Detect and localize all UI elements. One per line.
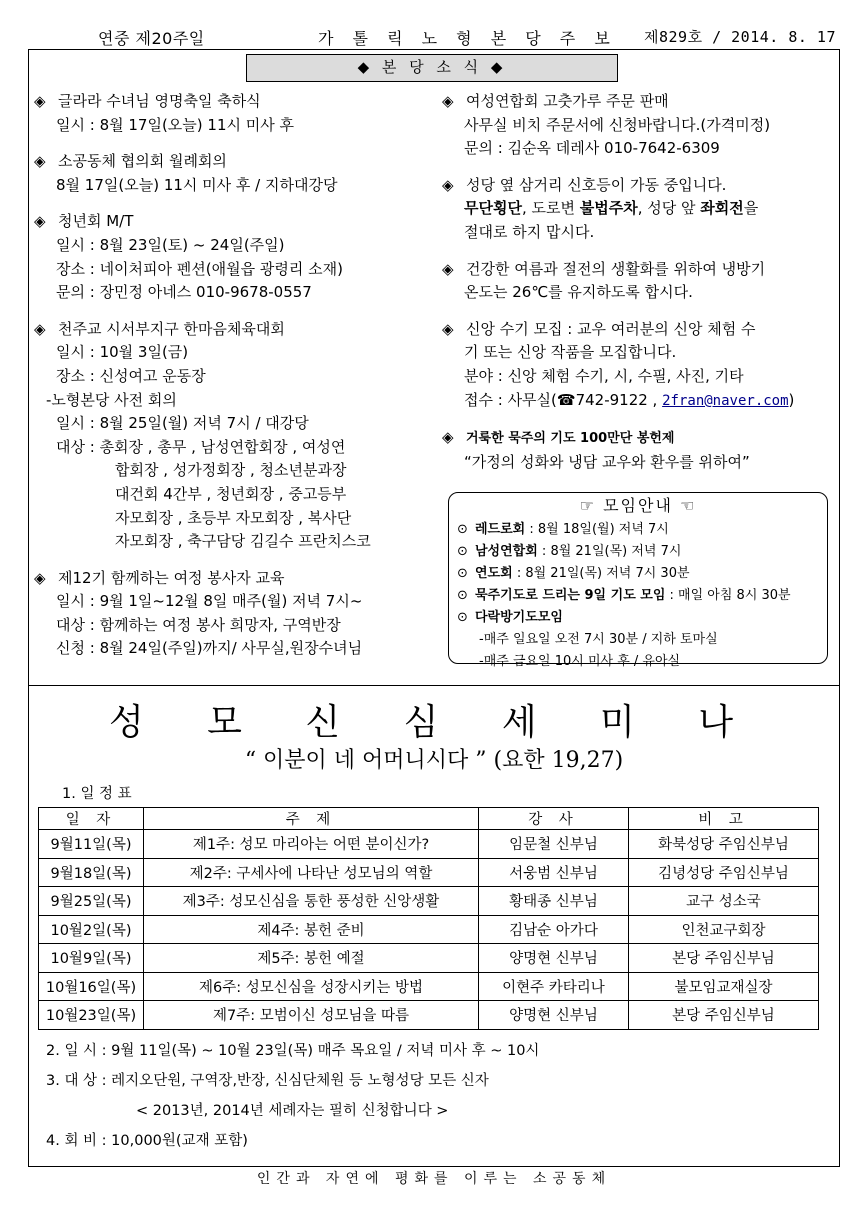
note-cell: 인천교구회장 [629, 915, 819, 944]
date-cell: 9월25일(목) [39, 887, 144, 916]
news-line: 문의 : 장민정 아네스 010-9678-0557 [56, 283, 312, 302]
meeting-name: 레드로회 [475, 522, 526, 537]
table-row [39, 972, 819, 1001]
news-line: 문의 : 김순옥 데레사 010-7642-6309 [464, 139, 720, 158]
topic-cell: 제6주: 성모신심을 성장시키는 방법 [144, 972, 479, 1001]
news-line: 일시 : 8월 17일(오늘) 11시 미사 후 [56, 115, 294, 134]
circle-dot-icon: ⊙ [457, 566, 468, 581]
meeting-sub-line: -매주 금요일 10시 미사 후 / 유아실 [479, 654, 681, 669]
column-header: 일 자 [39, 808, 144, 830]
diamond-icon: ◈ [442, 92, 454, 110]
meeting-time: : 매일 아침 8시 30분 [665, 588, 791, 603]
date-cell: 10월23일(목) [39, 1001, 144, 1030]
news-item-faith-essay [442, 318, 832, 413]
news-line: 합회장 , 성가정회장 , 청소년분과장 [115, 461, 347, 480]
issue-number-date: 제829호 / 2014. 8. 17 [643, 28, 836, 46]
news-line: 일시 : 10월 3일(금) [56, 343, 189, 362]
bulletin-footer: 인간과 자연에 평화를 이루는 소공동체 [256, 1171, 612, 1187]
news-line: 자모회장 , 초등부 자모회장 , 복사단 [115, 508, 352, 527]
news-line: 대건회 4간부 , 청년회장 , 중고등부 [115, 484, 347, 503]
meeting-time: : 8월 21일(목) 저녁 7시 [537, 544, 682, 559]
circle-dot-icon: ⊙ [457, 610, 468, 625]
diamond-icon: ◈ [34, 152, 46, 171]
table-row [39, 858, 819, 887]
meeting-name: 연도회 [475, 566, 513, 581]
note-cell: 본당 주임신부님 [629, 1001, 819, 1030]
table-body [39, 830, 819, 1030]
topic-cell: 제7주: 모범이신 성모님을 따름 [144, 1001, 479, 1030]
diamond-icon: ◈ [34, 568, 46, 587]
note-cell: 불모임교재실장 [629, 972, 819, 1001]
date-cell: 10월2일(목) [39, 915, 144, 944]
news-line: 신청 : 8월 24일(주일)까지/ 사무실,원장수녀님 [56, 639, 363, 658]
note-cell: 교구 성소국 [629, 887, 819, 916]
date-cell: 10월16일(목) [39, 972, 144, 1001]
news-title: 신앙 수기 모집 : 교우 여러분의 신앙 체험 수 [466, 319, 756, 338]
speaker-cell: 황태종 신부님 [479, 887, 629, 916]
news-title: 제12기 함께하는 여정 봉사자 교육 [58, 568, 285, 587]
seminar-subtitle: “ 이분이 네 어머니시다 ” (요한 19,27) [244, 748, 624, 773]
meeting-row [457, 541, 819, 563]
news-title: 천주교 시서부지구 한마음체육대회 [58, 319, 285, 338]
news-line: 기 또는 신앙 작품을 모집합니다. [464, 343, 677, 362]
bulletin-header [28, 26, 840, 50]
meeting-row [457, 563, 819, 585]
news-item-volunteer [34, 567, 434, 661]
seminar-schedule-table [38, 807, 819, 1030]
news-item-sports [34, 318, 434, 554]
table-row [39, 887, 819, 916]
diamond-icon: ◈ [34, 92, 46, 110]
note-cell: 본당 주임신부님 [629, 944, 819, 973]
meeting-guide-title: ☞ 모임안내 ☜ [579, 496, 697, 515]
meeting-time: : 8월 18일(월) 저녁 7시 [525, 522, 669, 537]
seminar-target-note: < 2013년, 2014년 세례자는 필히 신청합니다 > [136, 1103, 449, 1119]
date-cell: 9월18일(목) [39, 858, 144, 887]
column-header: 비 고 [629, 808, 819, 830]
diamond-icon: ◈ [442, 259, 454, 278]
news-line: 분야 : 신앙 체험 수기, 시, 수필, 사진, 기타 [464, 366, 744, 385]
note-cell: 화북성당 주임신부님 [629, 830, 819, 859]
news-line: 사무실 비치 주문서에 신청바랍니다.(가격미정) [464, 115, 771, 134]
news-line: 일시 : 8월 23일(토) ~ 24일(주일) [56, 235, 285, 254]
meeting-name: 남성연합회 [475, 544, 538, 559]
news-title: 소공동체 협의회 월례회의 [58, 152, 227, 171]
liturgical-week: 연중 제20주일 [98, 29, 205, 48]
news-right-column [442, 90, 832, 487]
date-cell: 9월11일(목) [39, 830, 144, 859]
meeting-sub-line: -매주 일요일 오전 7시 30분 / 지하 토마실 [479, 632, 718, 647]
column-header: 강 사 [479, 808, 629, 830]
seminar-target-line: 3. 대 상 : 레지오단원, 구역장,반장, 신심단체원 등 노형성당 모든 신자 [46, 1073, 489, 1089]
news-line [442, 197, 832, 221]
email-link[interactable]: 2fran@naver.com [662, 392, 789, 409]
topic-cell: 제3주: 성모신심을 통한 풍성한 신앙생활 [144, 887, 479, 916]
topic-cell: 제2주: 구세사에 나타난 성모님의 역할 [144, 858, 479, 887]
text-fragment: , 도로변 [521, 199, 580, 218]
news-line: 대상 : 함께하는 여정 봉사 희망자, 구역반장 [56, 615, 341, 634]
news-line: 자모회장 , 축구담당 김길수 프란치스코 [115, 532, 371, 551]
news-line: 8월 17일(오늘) 11시 미사 후 / 지하대강당 [56, 175, 338, 194]
table-row [39, 915, 819, 944]
meeting-guide-box [448, 492, 828, 669]
jaywalking-text: 무단횡단 [464, 199, 522, 218]
speaker-cell: 김남순 아가다 [479, 915, 629, 944]
topic-cell: 제5주: 봉헌 예절 [144, 944, 479, 973]
news-title: 건강한 여름과 절전의 생활화를 위하여 냉방기 [466, 259, 766, 278]
news-line: 절대로 하지 맙시다. [464, 222, 595, 241]
meeting-name: 묵주기도로 드리는 9일 기도 모임 [475, 588, 666, 603]
section-divider [28, 685, 840, 686]
text-fragment: ) [788, 390, 795, 409]
meeting-row [457, 519, 819, 541]
news-item-summer [442, 258, 832, 305]
news-left-column [34, 90, 434, 674]
column-header: 주 제 [144, 808, 479, 830]
text-fragment: 접수 : 사무실(☎742-9122 , [464, 390, 663, 409]
circle-dot-icon: ⊙ [457, 588, 468, 603]
news-title: 여성연합회 고춧가루 주문 판매 [466, 92, 669, 110]
left-turn-text: 좌회전 [700, 199, 744, 218]
news-item-pepper [442, 90, 832, 161]
meeting-time: : 8월 21일(목) 저녁 7시 30분 [512, 566, 690, 581]
news-line: “가정의 성화와 냉담 교우와 환우를 위하여” [464, 452, 750, 471]
news-line: 일시 : 9월 1일~12월 8일 매주(월) 저녁 7시~ [56, 592, 363, 611]
seminar-fee-line: 4. 회 비 : 10,000원(교재 포함) [46, 1133, 248, 1149]
table-row [39, 944, 819, 973]
table-header-row [39, 808, 819, 830]
text-fragment: 을 [743, 199, 759, 218]
news-title: 글라라 수녀님 영명축일 축하식 [58, 92, 261, 110]
news-line: 장소 : 신성여고 운동장 [56, 366, 206, 385]
diamond-icon: ◈ [442, 428, 454, 447]
meeting-row [457, 585, 819, 607]
diamond-icon: ◈ [442, 319, 454, 338]
diamond-icon: ◈ [442, 175, 454, 194]
circle-dot-icon: ⊙ [457, 544, 468, 559]
parish-news-banner: ◆ 본 당 소 식 ◆ [246, 54, 618, 82]
speaker-cell: 서웅범 신부님 [479, 858, 629, 887]
news-title: 거룩한 묵주의 기도 100만단 봉헌제 [466, 431, 675, 447]
illegal-parking-text: 불법주차 [579, 199, 638, 218]
speaker-cell: 양명현 신부님 [479, 944, 629, 973]
news-line: -노형본당 사전 회의 [46, 390, 177, 409]
speaker-cell: 이현주 카타리나 [479, 972, 629, 1001]
news-item-rosary [442, 426, 832, 474]
news-line: 온도는 26℃를 유지하도록 합시다. [464, 283, 693, 302]
bulletin-title: 가 톨 릭 노 형 본 당 주 보 [318, 29, 617, 48]
speaker-cell: 양명현 신부님 [479, 1001, 629, 1030]
speaker-cell: 임문철 신부님 [479, 830, 629, 859]
seminar-title: 성 모 신 심 세 미 나 [108, 702, 760, 743]
circle-dot-icon: ⊙ [457, 522, 468, 537]
table-row [39, 830, 819, 859]
news-item-feast [34, 90, 434, 137]
news-line: 장소 : 네이처피아 펜션(애월읍 광령리 소재) [56, 259, 343, 278]
news-item-traffic [442, 174, 832, 245]
news-item-youth-mt [34, 210, 434, 304]
note-cell: 김녕성당 주임신부님 [629, 858, 819, 887]
date-cell: 10월9일(목) [39, 944, 144, 973]
news-item-council [34, 150, 434, 197]
diamond-icon: ◈ [34, 212, 46, 231]
topic-cell: 제4주: 봉헌 준비 [144, 915, 479, 944]
diamond-icon: ◈ [34, 319, 46, 338]
table-row [39, 1001, 819, 1030]
topic-cell: 제1주: 성모 마리아는 어떤 분이신가? [144, 830, 479, 859]
news-title: 성당 옆 삼거리 신호등이 가동 중입니다. [466, 175, 727, 194]
news-line: 대상 : 총회장 , 총무 , 남성연합회장 , 여성연 [56, 437, 346, 456]
schedule-label: 1. 일 정 표 [62, 786, 132, 802]
seminar-date-line: 2. 일 시 : 9월 11일(목) ~ 10월 23일(목) 매주 목요일 / 저녁 미사 후 ~ 10시 [46, 1043, 540, 1059]
meeting-name: 다락방기도모임 [475, 610, 563, 625]
meeting-row [457, 607, 819, 629]
text-fragment: , 성당 앞 [637, 199, 701, 218]
news-title: 청년회 M/T [58, 212, 134, 231]
news-line [442, 389, 832, 414]
news-line: 일시 : 8월 25일(월) 저녁 7시 / 대강당 [56, 414, 309, 433]
